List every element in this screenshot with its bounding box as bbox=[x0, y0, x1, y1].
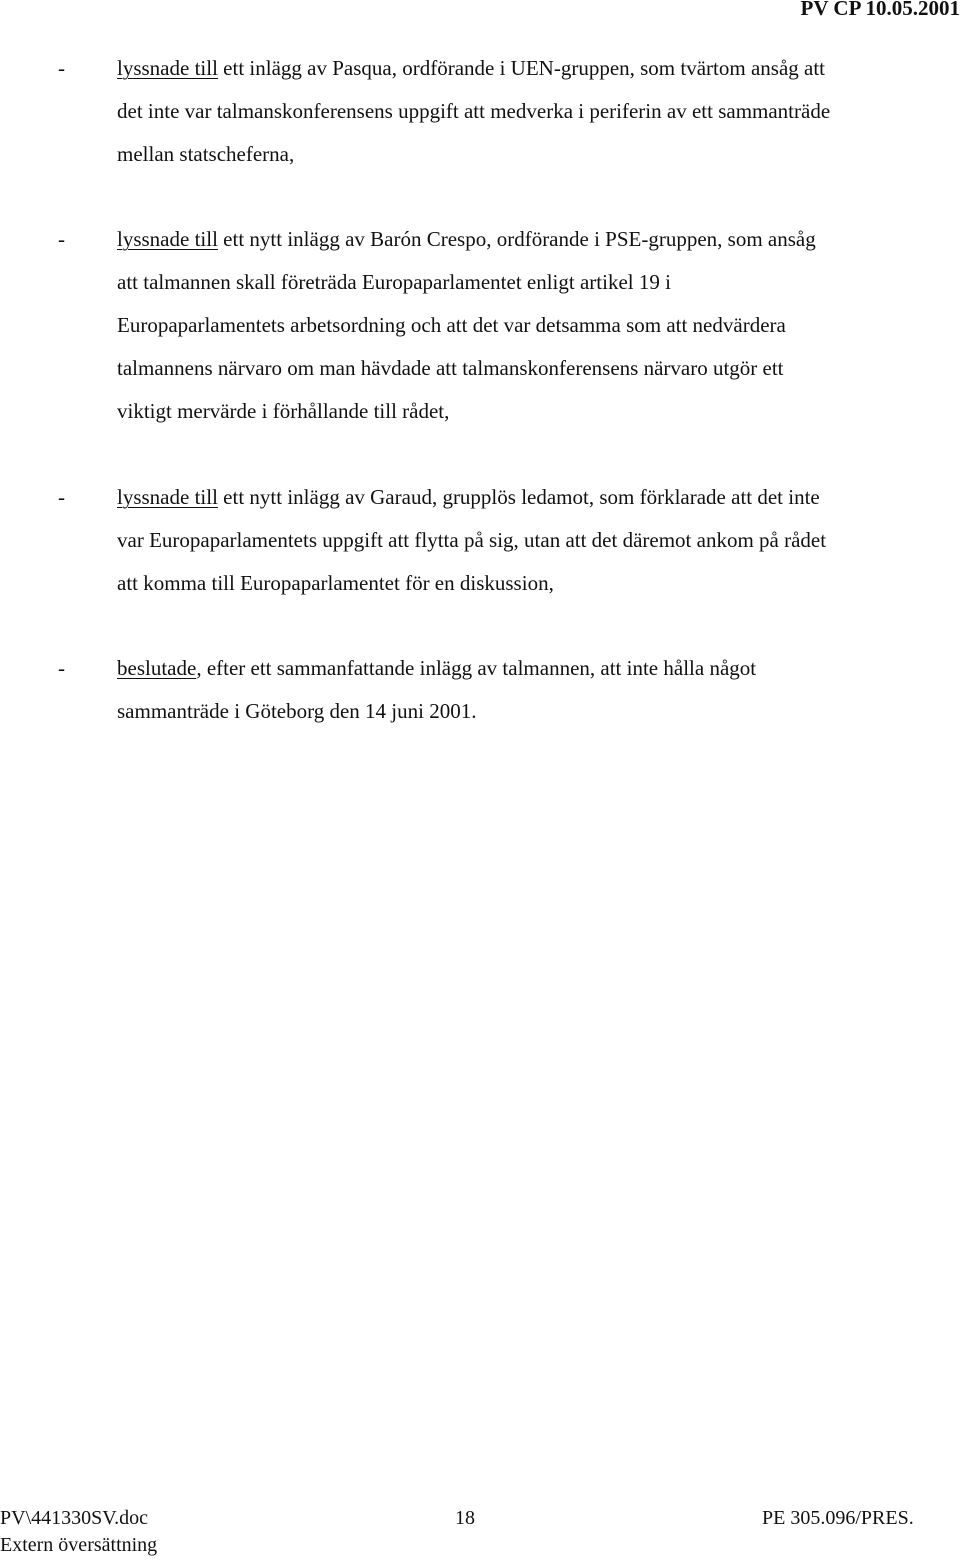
item-line bbox=[117, 47, 957, 90]
item-line bbox=[117, 476, 957, 519]
item-text bbox=[117, 218, 957, 433]
item-line-text: ett nytt inlägg av Garaud, grupplös ledamot, som förklarade att det inte bbox=[217, 485, 820, 509]
footer-translation-note: Extern översättning bbox=[0, 1534, 158, 1556]
action-verb: lyssnade till bbox=[117, 485, 218, 509]
item-line: viktigt mervärde i förhållande till rådet, bbox=[117, 399, 450, 423]
item-dash: - bbox=[58, 56, 65, 80]
item-text bbox=[117, 647, 957, 733]
item-line: att komma till Europaparlamentet för en diskussion, bbox=[117, 571, 554, 595]
document-reference-header: PV CP 10.05.2001 bbox=[800, 0, 960, 20]
item-dash: - bbox=[58, 485, 65, 509]
footer-pe-reference: PE 305.096/PRES. bbox=[762, 1507, 914, 1529]
action-verb: lyssnade till bbox=[117, 227, 218, 251]
item-line-text: ett nytt inlägg av Barón Crespo, ordförande i PSE-gruppen, som ansåg bbox=[217, 227, 816, 251]
item-line: Europaparlamentets arbetsordning och att det var detsamma som att nedvärdera bbox=[117, 313, 786, 337]
item-line bbox=[117, 647, 957, 690]
item-dash: - bbox=[58, 656, 65, 680]
action-verb: lyssnade till bbox=[117, 56, 218, 80]
item-line: talmannens närvaro om man hävdade att talmanskonferensens närvaro utgör ett bbox=[117, 356, 784, 380]
item-dash: - bbox=[58, 227, 65, 251]
item-line: det inte var talmanskonferensens uppgift att medverka i periferin av ett sammanträde bbox=[117, 99, 831, 123]
item-line: mellan statscheferna, bbox=[117, 142, 295, 166]
action-verb: beslutade bbox=[117, 656, 197, 680]
footer-page-number: 18 bbox=[455, 1507, 475, 1529]
item-text bbox=[117, 476, 957, 605]
item-line-text: , efter ett sammanfattande inlägg av talmannen, att inte hålla något bbox=[196, 656, 757, 680]
item-line: sammanträde i Göteborg den 14 juni 2001. bbox=[117, 699, 477, 723]
item-line: att talmannen skall företräda Europaparlamentet enligt artikel 19 i bbox=[117, 270, 671, 294]
item-line-text: ett inlägg av Pasqua, ordförande i UEN-gruppen, som tvärtom ansåg att bbox=[217, 56, 826, 80]
item-line: var Europaparlamentets uppgift att flytta på sig, utan att det däremot ankom på rådet bbox=[117, 528, 827, 552]
item-line bbox=[117, 218, 957, 261]
item-text bbox=[117, 47, 957, 176]
footer-document-reference: PV\441330SV.doc bbox=[0, 1507, 148, 1529]
